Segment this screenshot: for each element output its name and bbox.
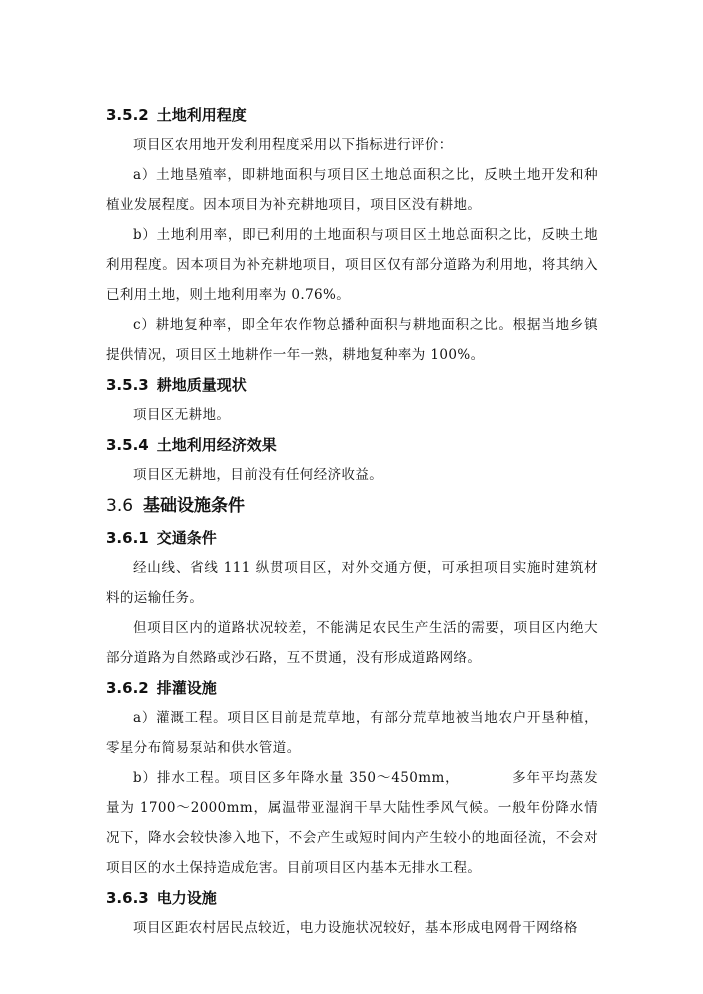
paragraph: 但项目区内的道路状况较差，不能满足农民生产生活的需要，项目区内绝大部分道路为自然路或沙石路，互不贯通，没有形成道路网络。 [106, 620, 598, 666]
heading-3-5-4 [106, 430, 598, 460]
heading-3-6-1 [106, 523, 598, 553]
paragraph: a）土地垦殖率，即耕地面积与项目区土地总面积之比，反映土地开发和种植业发展程度。因本项目为补充耕地项目，项目区没有耕地。 [106, 167, 598, 213]
paragraph: 经山线、省线 111 纵贯项目区，对外交通方便，可承担项目实施时建筑材料的运输任务。 [106, 560, 598, 606]
heading-number: 3.5.3 [106, 376, 149, 394]
paragraph: 项目区无耕地。 [133, 407, 231, 423]
heading-number: 3.5.4 [106, 436, 149, 454]
paragraph-part: b）排水工程。项目区多年降水量 350～450mm， [133, 770, 460, 786]
heading-title: 土地利用程度 [156, 106, 247, 124]
heading-number: 3.6 [106, 496, 134, 516]
heading-title: 电力设施 [156, 889, 217, 907]
heading-3-6-2 [106, 673, 598, 703]
heading-number: 3.5.2 [106, 106, 149, 124]
heading-title: 耕地质量现状 [156, 376, 247, 394]
document-body [106, 100, 598, 943]
paragraph: a）灌溉工程。项目区目前是荒草地，有部分荒草地被当地农户开垦种植，零星分布简易泵站和供水管道。 [106, 710, 598, 756]
heading-3-5-2 [106, 100, 598, 130]
heading-number: 3.6.1 [106, 529, 149, 547]
paragraph: b）土地利用率，即已利用的土地面积与项目区土地总面积之比，反映土地利用程度。因本项目为补充耕地项目，项目区仅有部分道路为利用地，将其纳入已利用土地，则土地利用率为 0.76%。 [106, 227, 598, 303]
heading-3-6 [106, 490, 598, 523]
paragraph: 项目区无耕地，目前没有任何经济收益。 [133, 467, 384, 483]
paragraph: 项目区农用地开发利用程度采用以下指标进行评价： [133, 137, 453, 153]
paragraph: 项目区距农村居民点较近，电力设施状况较好，基本形成电网骨干网络格 [133, 920, 578, 936]
heading-3-5-3 [106, 370, 598, 400]
paragraph-part: 多年平均蒸发量为 1700～2000mm，属温带亚湿润干旱大陆性季风气候。一般年份降水情况下，降水会较快渗入地下，不会产生或短时间内产生较小的地面径流，不会对项目区的水土保持造成危害。目前项目区内基本无排水工程。 [106, 770, 598, 876]
heading-number: 3.6.3 [106, 889, 149, 907]
heading-number: 3.6.2 [106, 679, 149, 697]
heading-title: 交通条件 [156, 529, 217, 547]
heading-title: 土地利用经济效果 [156, 436, 277, 454]
paragraph [106, 763, 598, 883]
heading-title: 排灌设施 [156, 679, 217, 697]
heading-3-6-3 [106, 883, 598, 913]
paragraph: c）耕地复种率，即全年农作物总播种面积与耕地面积之比。根据当地乡镇提供情况，项目区土地耕作一年一熟，耕地复种率为 100%。 [106, 317, 598, 363]
heading-title: 基础设施条件 [143, 496, 246, 516]
